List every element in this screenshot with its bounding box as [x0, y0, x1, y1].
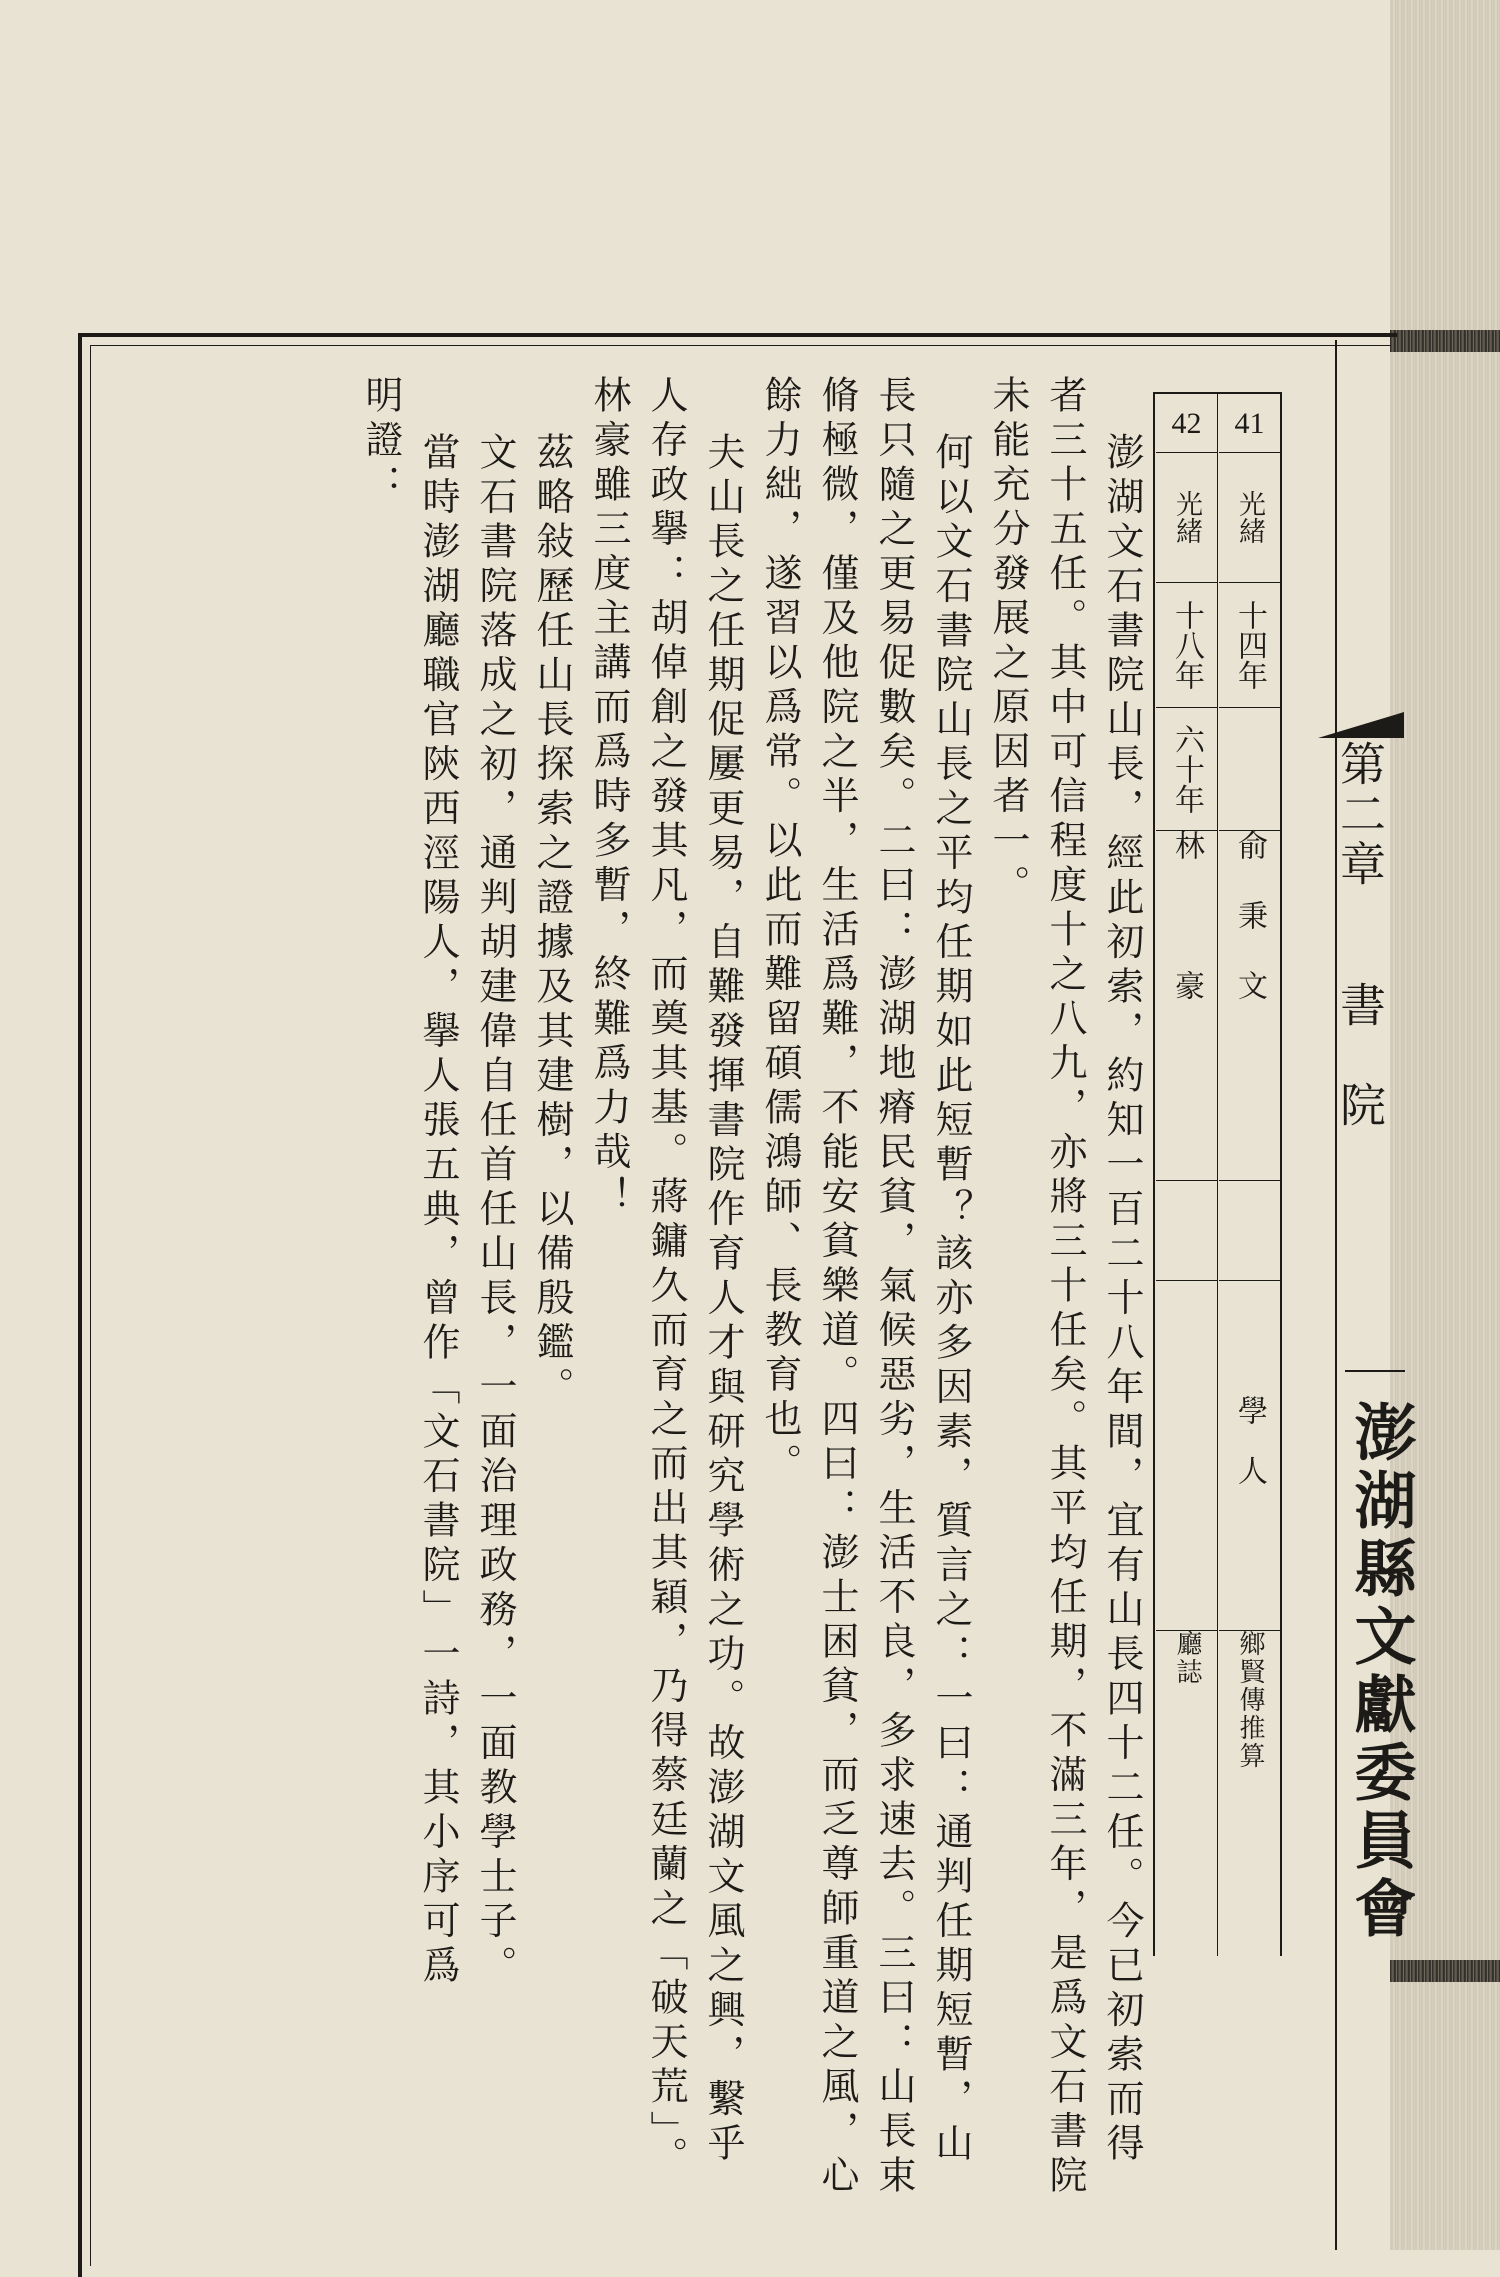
body-text [110, 375, 1150, 2205]
page-edge-band-bottom [1390, 1960, 1500, 1982]
qualification: 學人 [1219, 1280, 1280, 1631]
reign-era: 光緒 [1156, 452, 1217, 583]
term-span: 六十年 [1156, 707, 1217, 831]
headmaster-name: 俞秉文 [1219, 830, 1280, 1181]
blank-cell [1156, 1180, 1217, 1281]
running-head-arrow-icon [1318, 712, 1404, 738]
reign-era: 光緒 [1219, 452, 1280, 583]
source-note: 鄉賢傳推算 [1235, 1630, 1265, 1770]
paragraph: 何以文石書院山長之平均任期如此短暫？該亦多因素，質言之：一曰：通判任期短暫，山長只隨之更易促數矣。二曰：澎湖地瘠民貧，氣候惡劣，生活不良，多求速去。三曰：山長束脩極微，僅及他院之半，生活爲難，不能安貧樂道。四曰：澎士困貧，而乏尊師重道之風，心餘力絀，遂習以爲常。以此而難留碩儒鴻師、長教育也。 [758, 375, 973, 2200]
paragraph: 夫山長之任期促屢更易，自難發揮書院作育人才與研究學術之功。故澎湖文風之興，繫乎人存政擧：胡倬創之發其凡，而奠其基。蔣鏞久而育之而出其穎，乃得蔡廷蘭之「破天荒」。林豪雖三度主講而爲時多暫，終難爲力哉！ [587, 375, 745, 2181]
running-head [1320, 740, 1400, 1200]
row-number: 42 [1156, 394, 1217, 453]
paragraph: 明證： [359, 375, 403, 509]
term-span [1219, 707, 1280, 831]
chapter-label: 第二章 [1333, 740, 1387, 890]
page-edge-band-top [1390, 330, 1500, 352]
reign-year: 十四年 [1219, 582, 1280, 708]
headmaster-name: 林 豪 [1156, 830, 1217, 1181]
table-row [1156, 394, 1218, 1956]
running-head-rule [1345, 1370, 1405, 1372]
paragraph: 文石書院落成之初，通判胡建偉自任首任山長，一面治理政務，一面教學士子。 [473, 432, 517, 1990]
paragraph: 當時澎湖廳職官陝西涇陽人，擧人張五典，曾作「文石書院」一詩，其小序可爲 [416, 432, 460, 1990]
paragraph: 澎湖文石書院山長，經此初索，約知一百二十八年間，宜有山長四十二任。今已初索而得者三十五任。其中可信程度十之八九，亦將三十任矣。其平均任期，不滿三年，是爲文石書院未能充分發展之原因者一。 [986, 375, 1144, 2200]
reign-year: 十八年 [1156, 582, 1217, 708]
headmaster-table [1153, 392, 1282, 1956]
table-row [1219, 394, 1280, 1956]
row-number: 41 [1219, 394, 1280, 453]
qualification [1156, 1280, 1217, 1631]
section-label: 書 院 [1333, 980, 1387, 1131]
blank-cell [1219, 1180, 1280, 1281]
paragraph: 茲略敍歷任山長探索之證據及其建樹，以備殷鑑。 [530, 432, 574, 1411]
publisher-name: 澎湖縣文獻委員會 [1344, 1400, 1417, 1944]
source-note: 廳誌 [1172, 1630, 1202, 1686]
page-frame-right-rule [1335, 340, 1337, 2250]
